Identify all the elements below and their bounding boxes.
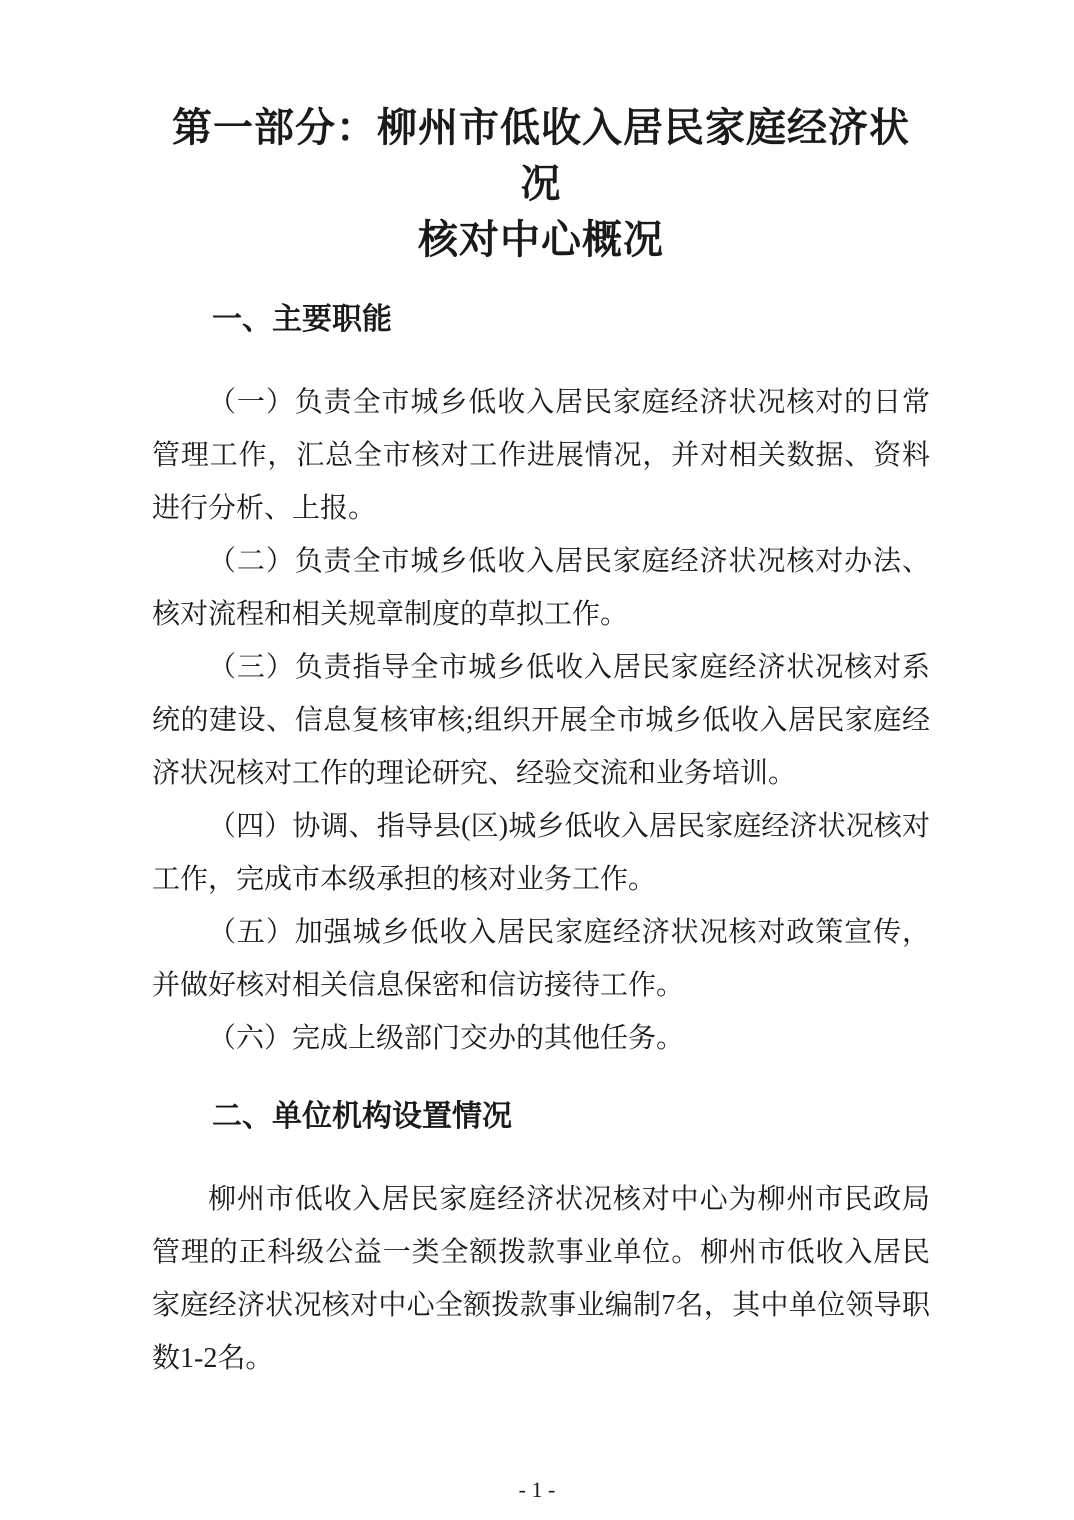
paragraph-duty-3: （三）负责指导全市城乡低收入居民家庭经济状况核对系统的建设、信息复核审核;组织开展全市城乡低收入居民家庭经济状况核对工作的理论研究、经验交流和业务培训。 [152,652,930,789]
paragraph-duty-1: （一）负责全市城乡低收入居民家庭经济状况核对的日常管理工作，汇总全市核对工作进展情况，并对相关数据、资料进行分析、上报。 [152,387,930,524]
document-title [152,100,930,268]
page-number: - 1 - [518,1477,556,1502]
paragraph-duty-6: （六）完成上级部门交办的其他任务。 [208,1023,685,1054]
document-title-line-2: 核对中心概况 [418,218,664,262]
paragraph-organization-setup: 柳州市低收入居民家庭经济状况核对中心为柳州市民政局管理的正科级公益一类全额拨款事业单位。柳州市低收入居民家庭经济状况核对中心全额拨款事业编制7名，其中单位领导职数1-2名。 [152,1184,930,1374]
paragraph-duty-4: （四）协调、指导县(区)城乡低收入居民家庭经济状况核对工作，完成市本级承担的核对业务工作。 [152,811,930,895]
document-title-line-1: 第一部分：柳州市低收入居民家庭经济状况 [172,106,910,206]
section-heading-main-duties: 一、主要职能 [212,303,392,336]
paragraph-duty-5: （五）加强城乡低收入居民家庭经济状况核对政策宣传，并做好核对相关信息保密和信访接待工作。 [152,917,930,1001]
section-heading-organization-setup: 二、单位机构设置情况 [212,1100,512,1133]
paragraph-duty-2: （二）负责全市城乡低收入居民家庭经济状况核对办法、核对流程和相关规章制度的草拟工作。 [152,546,930,630]
